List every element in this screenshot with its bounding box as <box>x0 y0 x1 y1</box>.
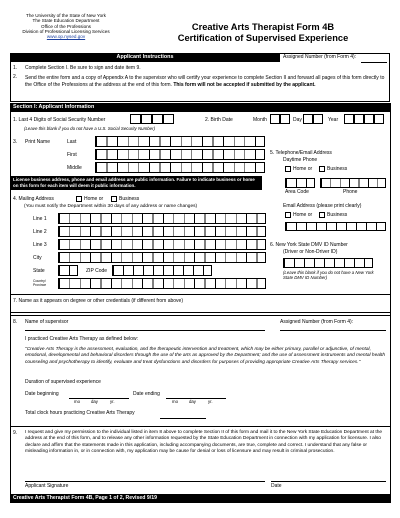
divider <box>10 426 390 427</box>
first-name-field[interactable] <box>95 149 265 160</box>
birth-date-label: 2. Birth Date <box>205 117 233 123</box>
city-field[interactable] <box>58 252 266 263</box>
birth-day-box[interactable] <box>303 114 313 124</box>
mailing-home-checkbox[interactable] <box>76 196 82 202</box>
yr-label: yr. <box>208 399 213 404</box>
date-ending-label: Date ending <box>133 391 160 397</box>
address-line1-label: Line 1 <box>33 216 47 222</box>
agency-line: Division of Professional Licensing Services <box>22 28 110 34</box>
birth-year-box[interactable] <box>364 114 374 124</box>
duration-label: Duration of supervised experience <box>25 379 101 385</box>
instruction-step2-text: pages of this form directly to the Office of the Professions at the address at the end of this form. <box>25 75 385 88</box>
mo-label: mo <box>172 399 178 404</box>
state-label: State <box>33 268 45 274</box>
state-field[interactable] <box>58 265 78 276</box>
phone-business-checkbox[interactable] <box>319 166 325 172</box>
middle-name-field[interactable] <box>95 162 265 173</box>
zip-label: ZIP Code <box>86 268 108 274</box>
ssn-label: 1. Last 4 Digits of Social Security Number <box>13 117 106 123</box>
yr-label: yr. <box>110 399 115 404</box>
zip-field[interactable] <box>112 265 212 276</box>
public-info-notice: License business address, phone and email address are public information. Failure to indicate business or home on this form for each item will deem it public information. <box>10 176 262 190</box>
print-name-label: Print Name <box>25 139 51 145</box>
area-code-label: Area Code <box>285 189 309 195</box>
signature-date-label: Date <box>271 483 282 489</box>
daytime-phone-label: Daytime Phone <box>283 157 318 163</box>
dmv-id-note: (Leave this blank if you do not have a New York State DMV ID Number) <box>283 270 374 280</box>
first-name-label: First <box>67 152 77 158</box>
address-line2-label: Line 2 <box>33 229 47 235</box>
business-label: Business <box>327 212 348 218</box>
total-hours-field[interactable] <box>160 418 206 419</box>
last-name-field[interactable] <box>95 136 265 147</box>
step-number: 1. <box>13 65 18 71</box>
practiced-statement: I practiced Creative Arts Therapy as defined below: <box>25 336 139 342</box>
mailing-address-label: 4. Mailing Address <box>13 196 54 202</box>
dmv-id-sublabel: (Driver or Non-Driver ID) <box>283 249 338 255</box>
day-label: Day <box>293 117 302 123</box>
ssn-note: (Leave this blank if you do not have a U.S. Social Security Number) <box>24 126 156 131</box>
instructions-heading: Applicant Instructions <box>10 53 280 62</box>
phone-label: Phone <box>343 189 358 195</box>
agency-line: The State Education Department <box>32 18 100 24</box>
agency-url-link[interactable]: www.op.nysed.gov <box>46 34 86 40</box>
birth-year-box[interactable] <box>354 114 364 124</box>
address-change-note: (You must notify the Department within 30 days of any address or name changes) <box>24 204 198 209</box>
mo-label: mo <box>74 399 80 404</box>
country-field[interactable] <box>58 278 266 289</box>
day-label: day <box>189 399 196 404</box>
total-hours-label: Total clock hours practicing Creative Arts Therapy <box>25 410 135 416</box>
agency-block <box>14 13 118 39</box>
birth-day-box[interactable] <box>313 114 323 124</box>
email-home-checkbox[interactable] <box>285 212 291 218</box>
business-label: Business <box>327 166 348 172</box>
applicant-declaration: I request and give my permission to the individual listed in item 8 above to complete Section II of this form and mail it to the New York State Education Department at the address at the end of this form, and to release any other information requested by the State Education Department in connection with my application for licensure. I also declare and affirm that the statements made in this application, including accompanying documents, are true, complete and correct. I understand that any false or misleading information in, or in connection with, my application may be cause for denial or loss of licensure and may result in criminal prosecution. <box>25 430 383 454</box>
home-label: Home or <box>84 196 104 202</box>
agency-line: The University of the State of New York <box>26 13 106 18</box>
ssn-digit-box[interactable] <box>130 114 141 124</box>
instruction-step2-bold: submitted by the applicant. <box>250 81 316 88</box>
instruction-step2 <box>25 75 387 89</box>
signature-date-field[interactable] <box>271 481 386 482</box>
address-line3-field[interactable] <box>58 239 266 250</box>
address-line1-field[interactable] <box>58 213 266 224</box>
degree-name-field[interactable] <box>10 312 390 313</box>
assigned-number-label: Assigned Number (from Form 4): <box>283 54 357 60</box>
supervisor-assigned-label: Assigned Number (from Form 4): <box>280 319 354 325</box>
form-border-right <box>390 103 391 503</box>
year-label: Year <box>328 117 339 123</box>
area-code-field[interactable] <box>285 178 315 188</box>
birth-month-box[interactable] <box>270 114 280 124</box>
birth-year-box[interactable] <box>374 114 384 124</box>
address-line3-label: Line 3 <box>33 242 47 248</box>
email-field[interactable] <box>285 222 386 231</box>
dmv-id-label: 6. New York State DMV ID Number <box>270 242 348 248</box>
instruction-step1: Complete Section I. Be sure to sign and date item 9. <box>25 65 141 71</box>
signature-label: Applicant Signature <box>25 483 69 489</box>
form-border-left <box>10 103 11 503</box>
dmv-id-field[interactable] <box>283 258 373 268</box>
divider <box>10 294 390 295</box>
telephone-email-label: 5. Telephone/Email Address <box>270 150 332 156</box>
supervisor-name-field[interactable] <box>25 330 265 331</box>
business-label: Business <box>119 196 140 202</box>
day-label: day <box>91 399 98 404</box>
degree-name-label: 7. Name as it appears on degree or other credentials (if different from above) <box>13 298 183 304</box>
middle-name-label: Middle <box>67 165 82 171</box>
form-footer: Creative Arts Therapist Form 4B, Page 1 of 2, Revised 9/19 <box>10 494 390 503</box>
birth-month-box[interactable] <box>280 114 290 124</box>
agency-line: Office of the Professions <box>41 23 91 29</box>
country-label: Country/ Province <box>33 279 47 287</box>
signature-field[interactable] <box>25 481 265 482</box>
assigned-number-field[interactable] <box>361 62 387 63</box>
cat-definition: "Creative Arts Therapy is the assessment, evaluation, and the therapeutic intervention and treatment, which may be either primary, parallel or adjunctive, of mental, emotional, developmental and behavioral disorders through the use of the arts as approved by the Department; and the use of assessment instruments and mental health counseling and psychotherapy to identify, evaluate and treat dysfunctions and disorders for purposes of providing appropriate Creative Arts Therapy services." <box>25 347 385 365</box>
item-number: 3. <box>13 139 18 145</box>
date-beginning-label: Date beginning <box>25 391 59 397</box>
birth-year-box[interactable] <box>344 114 354 124</box>
ssn-digit-box[interactable] <box>141 114 152 124</box>
form-title <box>138 22 388 43</box>
item-number: 9. <box>13 430 18 436</box>
ssn-digit-box[interactable] <box>152 114 163 124</box>
instruction-step2-bold: This form will not be accepted if <box>171 81 250 88</box>
phone-number-field[interactable] <box>320 178 386 188</box>
ssn-digit-box[interactable] <box>163 114 174 124</box>
mailing-business-checkbox[interactable] <box>111 196 117 202</box>
address-line2-field[interactable] <box>58 226 266 237</box>
form-title-line2: Certification of Supervised Experience <box>177 32 349 43</box>
instruction-step2-text: Send the entire form and a copy of Appendix A to the supervisor who will certify your experience to complete Section II and forward all <box>25 75 321 81</box>
supervisor-assigned-field[interactable] <box>280 330 386 331</box>
step-number: 2. <box>13 74 18 80</box>
city-label: City <box>33 255 42 261</box>
section1-heading: Section I: Applicant Information <box>10 103 390 112</box>
form-title-line1: Creative Arts Therapist Form 4B <box>191 22 335 32</box>
home-label: Home or <box>293 212 313 218</box>
item-number: 8. <box>13 319 18 325</box>
supervisor-name-label: Name of supervisor <box>25 319 69 325</box>
phone-home-checkbox[interactable] <box>285 166 291 172</box>
month-label: Month <box>253 117 267 123</box>
last-name-label: Last <box>67 139 77 145</box>
home-label: Home or <box>293 166 313 172</box>
divider <box>10 315 390 316</box>
email-label: Email Address (please print clearly) <box>283 203 362 209</box>
email-business-checkbox[interactable] <box>319 212 325 218</box>
